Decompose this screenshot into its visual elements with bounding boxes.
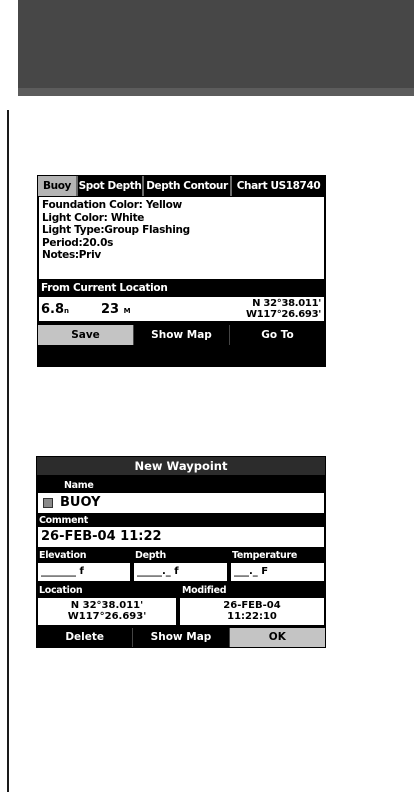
- save-button[interactable]: Save: [38, 325, 134, 345]
- header-shadow: [18, 88, 414, 96]
- distance-readout: 6.8n: [41, 302, 70, 317]
- tab-spot-depth[interactable]: Spot Depth: [78, 176, 144, 196]
- detail-line: Light Color: White: [42, 211, 145, 224]
- tab-chart[interactable]: Chart US18740: [232, 176, 325, 196]
- elevation-readout: 23 M: [101, 302, 131, 317]
- latitude: N 32°38.011': [252, 298, 321, 309]
- waypoint-symbol-icon[interactable]: [43, 498, 53, 508]
- depth-label: Depth: [135, 550, 166, 561]
- show-map-button[interactable]: Show Map: [133, 628, 229, 647]
- modified-date: 26-FEB-04: [223, 600, 281, 611]
- margin-rule: [7, 110, 9, 792]
- from-location-label: From Current Location: [39, 281, 324, 296]
- detail-line: Notes:Priv: [42, 249, 101, 261]
- detail-line: Foundation Color: Yellow: [42, 199, 182, 211]
- longitude: W117°26.693': [67, 611, 147, 622]
- header-block: [18, 0, 414, 88]
- marker-details: [39, 197, 324, 279]
- marker-actions: [38, 325, 325, 345]
- location-field[interactable]: [38, 598, 176, 625]
- name-label: Name: [64, 480, 94, 491]
- waypoint-actions: [37, 628, 325, 647]
- modified-label: Modified: [182, 585, 227, 596]
- elevation-label: Elevation: [39, 550, 87, 561]
- modified-time: 11:22:10: [227, 611, 277, 622]
- location-label: Location: [39, 585, 83, 596]
- name-field[interactable]: BUOY: [38, 493, 324, 513]
- location-readout: [39, 297, 324, 321]
- coordinates-readout: [246, 298, 321, 320]
- detail-line: Light Type:Group Flashing: [42, 224, 190, 236]
- longitude: W117°26.693': [246, 309, 321, 320]
- go-to-button[interactable]: Go To: [230, 325, 325, 345]
- tab-bar: [38, 176, 325, 196]
- delete-button[interactable]: Delete: [37, 628, 133, 647]
- latitude: N 32°38.011': [70, 600, 144, 611]
- elevation-field[interactable]: _______ f: [38, 563, 130, 581]
- marker-info-screen: [37, 175, 326, 367]
- new-waypoint-screen: [36, 456, 326, 648]
- tab-buoy[interactable]: Buoy: [38, 176, 78, 196]
- comment-label: Comment: [39, 515, 88, 526]
- detail-line: Period:20.0s: [42, 236, 114, 249]
- comment-field[interactable]: 26-FEB-04 11:22: [38, 527, 324, 547]
- temperature-label: Temperature: [232, 550, 298, 561]
- modified-field: [180, 598, 324, 625]
- show-map-button[interactable]: Show Map: [134, 325, 230, 345]
- tab-depth-contour[interactable]: Depth Contour: [144, 176, 232, 196]
- page-title: New Waypoint: [37, 457, 325, 475]
- ok-button[interactable]: OK: [230, 628, 325, 647]
- temperature-field[interactable]: ___._ F: [231, 563, 324, 581]
- depth-field[interactable]: _____._ f: [134, 563, 227, 581]
